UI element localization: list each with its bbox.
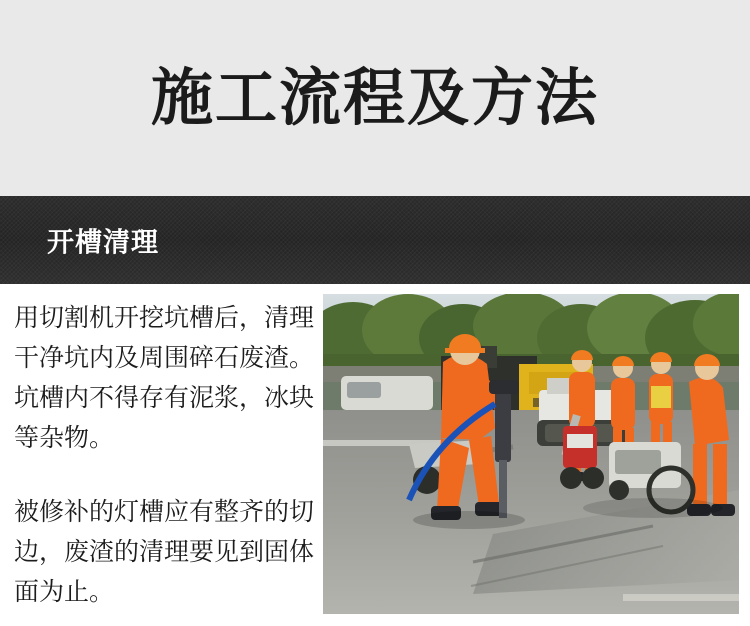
top-banner [0,0,750,196]
description-paragraph-1: 用切割机开挖坑槽后，清理干净坑内及周围碎石废渣。坑槽内不得存有泥浆，冰块等杂物。 [14,303,315,452]
page-title: 施工流程及方法 [150,61,599,134]
description-paragraph-2: 被修补的灯槽应有整齐的切边，废渣的清理要见到固体面为止。 [14,497,315,606]
construction-site-photo [323,294,739,614]
section-header-label: 开槽清理 [47,227,159,259]
content-area [0,284,750,626]
section-header-bar [0,196,750,284]
description-text-column [14,298,314,612]
